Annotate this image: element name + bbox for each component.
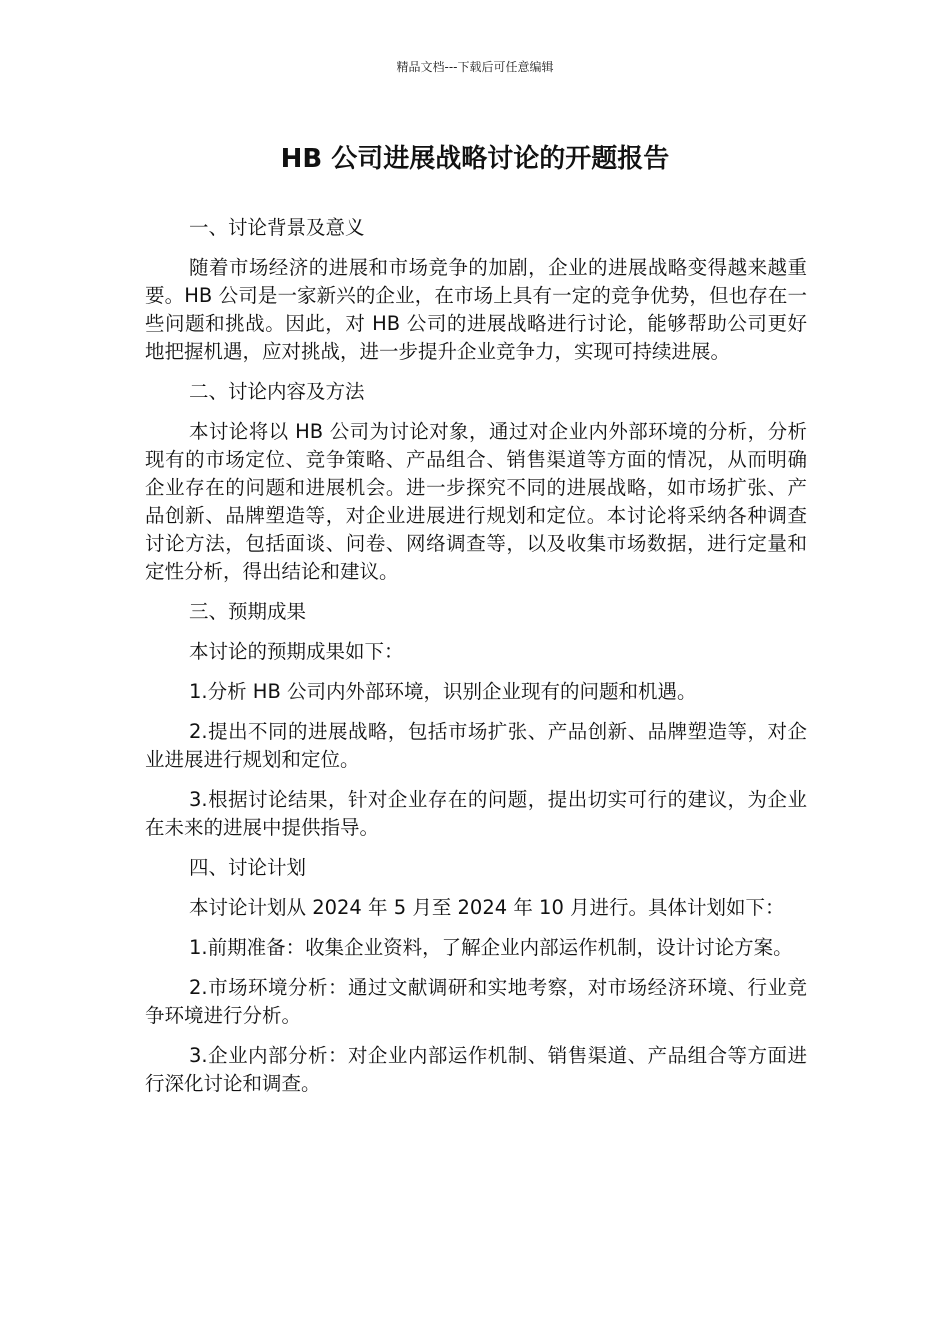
list-item-plan-3: 3.企业内部分析：对企业内部运作机制、销售渠道、产品组合等方面进行深化讨论和调查。	[145, 1044, 807, 1095]
list-item-expected-1: 1.分析 HB 公司内外部环境，识别企业现有的问题和机遇。	[189, 680, 697, 703]
section-heading-background: 一、讨论背景及意义	[189, 216, 365, 239]
list-item-expected-2: 2.提出不同的进展战略，包括市场扩张、产品创新、品牌塑造等，对企业进展进行规划和定位。	[145, 720, 807, 771]
section-heading-content-method: 二、讨论内容及方法	[189, 380, 365, 403]
paragraph-expected-intro: 本讨论的预期成果如下：	[189, 640, 404, 663]
document-title: HB 公司进展战略讨论的开题报告	[280, 144, 670, 174]
list-item-plan-1: 1.前期准备：收集企业资料，了解企业内部运作机制，设计讨论方案。	[189, 936, 793, 959]
paragraph-plan-intro: 本讨论计划从 2024 年 5 月至 2024 年 10 月进行。具体计划如下：	[189, 896, 785, 919]
paragraph-background: 随着市场经济的进展和市场竞争的加剧，企业的进展战略变得越来越重要。HB 公司是一家新兴的企业，在市场上具有一定的竞争优势，但也存在一些问题和挑战。因此，对 HB 公司的进展战略进行讨论，能够帮助公司更好地把握机遇，应对挑战，进一步提升企业竞争力，实现可持续进展。	[145, 256, 807, 363]
list-item-expected-3: 3.根据讨论结果，针对企业存在的问题，提出切实可行的建议，为企业在未来的进展中提供指导。	[145, 788, 807, 839]
document-body	[145, 214, 807, 1110]
paragraph-content-method: 本讨论将以 HB 公司为讨论对象，通过对企业内外部环境的分析，分析现有的市场定位、竞争策略、产品组合、销售渠道等方面的情况，从而明确企业存在的问题和进展机会。进一步探究不同的进展战略，如市场扩张、产品创新、品牌塑造等，对企业进展进行规划和定位。本讨论将采纳各种调查讨论方法，包括面谈、问卷、网络调查等，以及收集市场数据，进行定量和定性分析，得出结论和建议。	[145, 420, 807, 583]
header-note: 精品文档---下载后可任意编辑	[396, 60, 554, 74]
list-item-plan-2: 2.市场环境分析：通过文献调研和实地考察，对市场经济环境、行业竞争环境进行分析。	[145, 976, 807, 1027]
section-heading-plan: 四、讨论计划	[189, 856, 307, 879]
section-heading-expected-results: 三、预期成果	[189, 600, 307, 623]
